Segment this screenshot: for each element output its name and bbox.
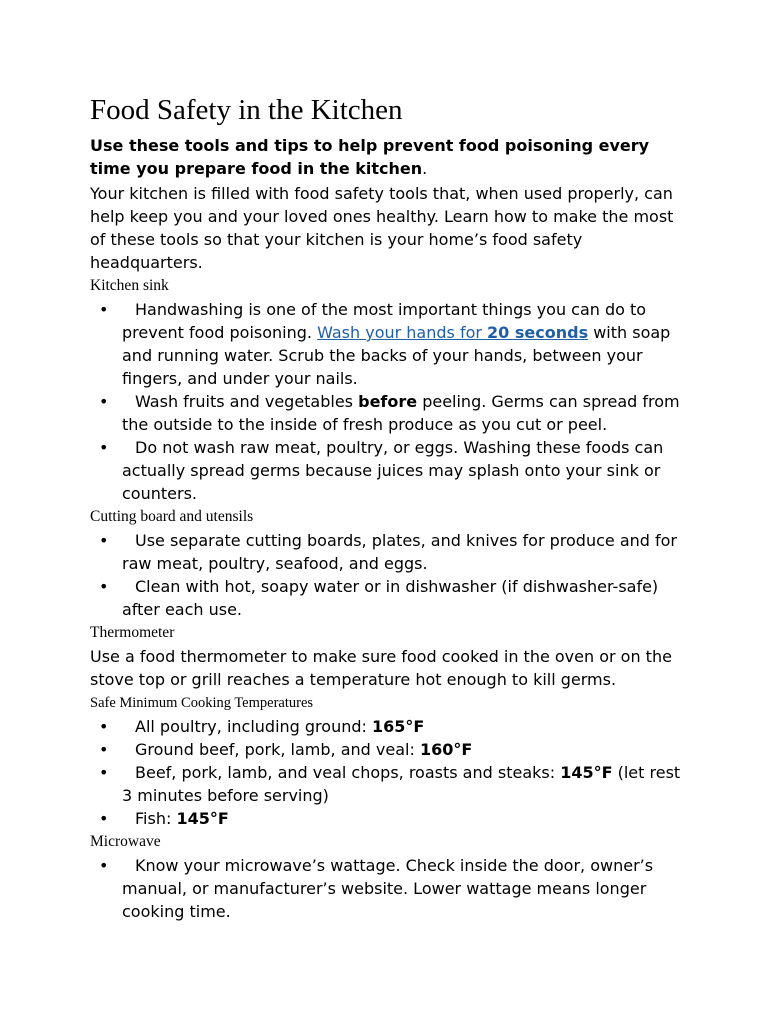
lead-paragraph xyxy=(90,134,690,180)
temp-value: 145°F xyxy=(176,809,229,828)
list-item-text: with soap and running water. Scrub the backs of your hands, between your fingers, and under your nails. xyxy=(122,323,671,388)
list-item xyxy=(90,298,690,390)
temp-value: 145°F xyxy=(560,763,613,782)
bullet-icon: • xyxy=(99,577,109,596)
list-item-text: Use separate cutting boards, plates, and knives for produce and for raw meat, poultry, seafood, and eggs. xyxy=(122,531,677,573)
lead-period: . xyxy=(422,159,428,178)
temp-label: Beef, pork, lamb, and veal chops, roasts and steaks: xyxy=(135,763,561,782)
bullet-icon: • xyxy=(99,809,109,828)
list-item xyxy=(90,807,690,830)
intro-paragraph: Your kitchen is filled with food safety tools that, when used properly, can help keep you and your loved ones healthy. Learn how to make the most of these tools so that your kitchen is your home’s food safety headquarters. xyxy=(90,184,674,272)
document-page xyxy=(90,92,690,923)
list-item xyxy=(90,715,690,738)
thermometer-paragraph: Use a food thermometer to make sure food cooked in the oven or on the stove top or grill reaches a temperature hot enough to kill germs. xyxy=(90,647,672,689)
list-item-text: peeling. Germs can spread from the outside to the inside of fresh produce as you cut or peel. xyxy=(122,392,680,434)
section-heading-thermometer: Thermometer xyxy=(90,624,175,641)
temp-value: 160°F xyxy=(419,740,473,759)
list-item xyxy=(90,761,690,807)
list-item-text: Do not wash raw meat, poultry, or eggs. Washing these foods can actually spread germs because juices may splash onto your sink or counters. xyxy=(122,438,664,503)
handwashing-link[interactable]: Wash your hands for 20 seconds xyxy=(317,323,589,342)
bullet-icon: • xyxy=(99,438,109,457)
section-heading-temperatures: Safe Minimum Cooking Temperatures xyxy=(90,695,314,711)
list-item xyxy=(90,529,690,575)
list-item xyxy=(90,738,690,761)
page-title: Food Safety in the Kitchen xyxy=(90,94,403,126)
list-item xyxy=(90,575,690,621)
temp-value: 165°F xyxy=(371,717,425,736)
kitchen-sink-list xyxy=(90,298,690,505)
section-heading-microwave: Microwave xyxy=(90,833,161,850)
bullet-icon: • xyxy=(99,300,109,319)
temp-note: (let rest 3 minutes before serving) xyxy=(122,763,681,805)
section-heading-kitchen-sink: Kitchen sink xyxy=(90,277,169,294)
microwave-list xyxy=(90,854,690,923)
bullet-icon: • xyxy=(99,856,109,875)
lead-text: Use these tools and tips to help prevent food poisoning every time you prepare food in the kitchen xyxy=(90,136,650,178)
list-item xyxy=(90,436,690,505)
temp-label: Fish: xyxy=(135,809,177,828)
temperatures-list xyxy=(90,715,690,830)
list-item-text: Handwashing is one of the most important things you can do to prevent food poisoning. xyxy=(122,300,647,342)
list-item-text: Wash fruits and vegetables xyxy=(135,392,359,411)
bullet-icon: • xyxy=(99,740,109,759)
list-item xyxy=(90,390,690,436)
emphasis-text: before xyxy=(358,392,418,411)
temp-label: All poultry, including ground: xyxy=(135,717,372,736)
list-item-text: Clean with hot, soapy water or in dishwasher (if dishwasher-safe) after each use. xyxy=(122,577,659,619)
bullet-icon: • xyxy=(99,531,109,550)
temp-label: Ground beef, pork, lamb, and veal: xyxy=(135,740,420,759)
bullet-icon: • xyxy=(99,717,109,736)
bullet-icon: • xyxy=(99,763,109,782)
cutting-board-list xyxy=(90,529,690,621)
list-item-text: Know your microwave’s wattage. Check inside the door, owner’s manual, or manufacturer’s website. Lower wattage means longer cooking time. xyxy=(122,856,654,921)
bullet-icon: • xyxy=(99,392,109,411)
list-item xyxy=(90,854,690,923)
section-heading-cutting-board: Cutting board and utensils xyxy=(90,508,254,525)
